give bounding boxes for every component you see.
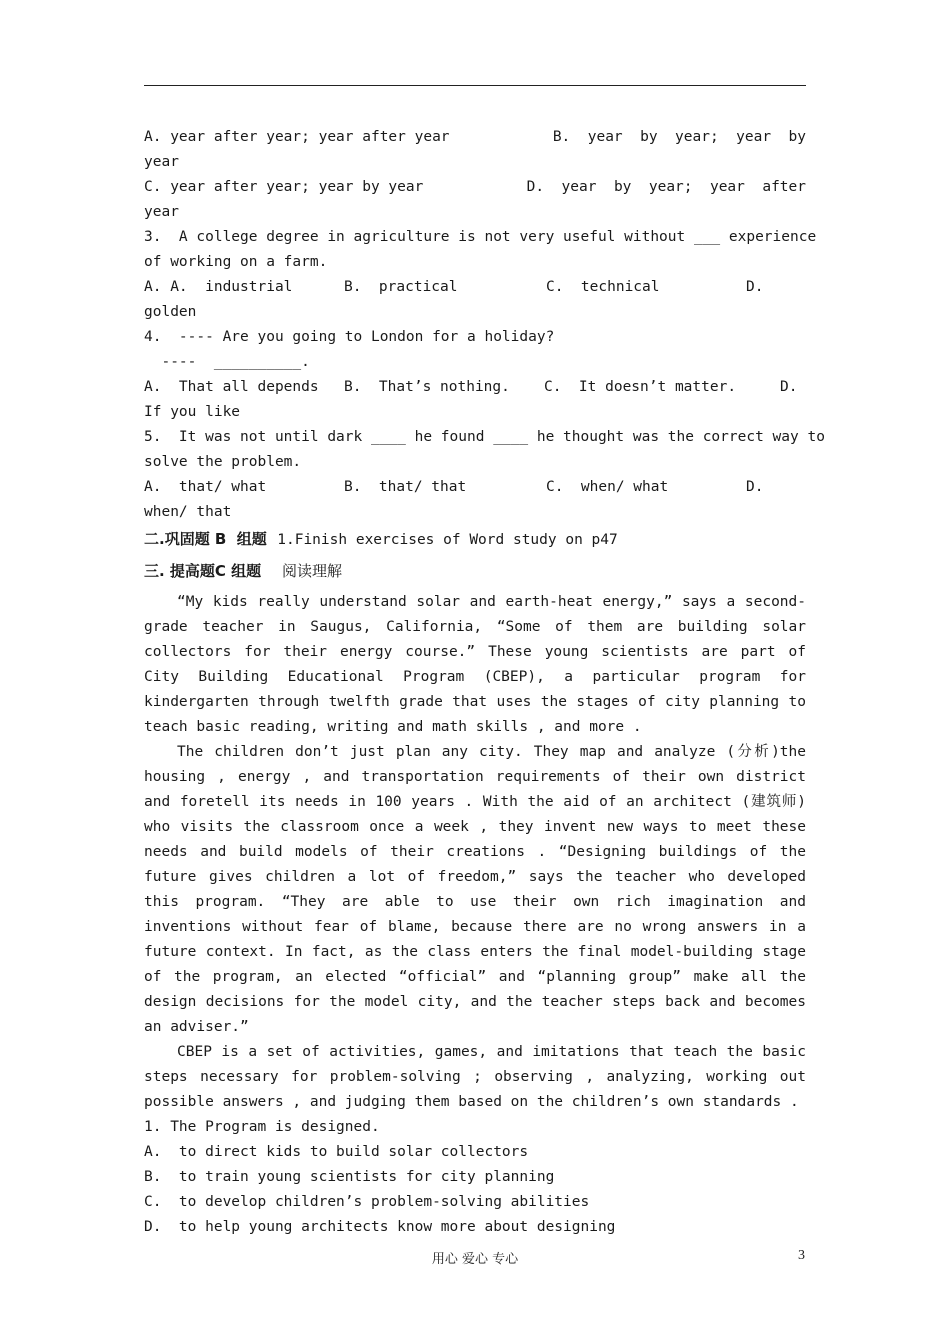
q2-option-c: C. year after year; year by year xyxy=(144,179,424,195)
section-3-label: 三. 提高题C 组题 xyxy=(144,562,262,580)
q2-options-row-1 xyxy=(144,125,806,150)
reading-q1-option-a: A. to direct kids to build solar collectors xyxy=(144,1144,529,1160)
q5-options-row xyxy=(144,475,806,500)
q5-option-d: D. xyxy=(746,479,764,495)
q2-option-d-wrap: year xyxy=(144,204,179,220)
section-2-text: 1.Finish exercises of Word study on p47 xyxy=(277,532,618,548)
q3-stem-line-2: of working on a farm. xyxy=(144,254,328,270)
header-rule xyxy=(144,85,806,86)
q5-stem-line-1: 5. It was not until dark ____ he found ____ he thought was the correct way to xyxy=(144,429,825,445)
q4-stem-line-2: ---- __________. xyxy=(144,354,310,370)
q2-option-d: D. year by year; year after xyxy=(526,179,806,195)
q4-option-b: B. That’s nothing. xyxy=(344,379,510,395)
q5-option-d-wrap: when/ that xyxy=(144,504,232,520)
reading-q1-option-b: B. to train young scientists for city planning xyxy=(144,1169,555,1185)
q3-option-c: C. technical xyxy=(546,279,660,295)
q3-options-row xyxy=(144,275,806,300)
page-body xyxy=(144,125,825,1240)
q5-option-c: C. when/ what xyxy=(546,479,669,495)
q3-option-a: A. A. industrial xyxy=(144,279,293,295)
section-2-label: 二.巩固题 B 组题 xyxy=(144,530,267,548)
q2-option-b: B. year by year; year by xyxy=(552,129,806,145)
q2-option-a: A. year after year; year after year xyxy=(144,129,450,145)
reading-q1-option-c: C. to develop children’s problem-solving abilities xyxy=(144,1194,590,1210)
q4-option-d: D. xyxy=(780,379,798,395)
q3-option-b: B. practical xyxy=(344,279,458,295)
passage-paragraph-1: “My kids really understand solar and earth-heat energy,” says a second-grade teacher in Saugus, California, “Some of them are building solar collectors for their energy course.” These young scientists are part of City Building Educational Program (CBEP), a particular program for kindergarten through twelfth grade that uses the stages of city planning to teach basic reading, writing and math skills , and more . xyxy=(144,594,806,735)
q5-option-b: B. that/ that xyxy=(344,479,467,495)
q4-stem-line-1: 4. ---- Are you going to London for a holiday? xyxy=(144,329,555,345)
q3-option-d: D. xyxy=(746,279,764,295)
passage-paragraph-3: CBEP is a set of activities, games, and imitations that teach the basic steps necessary for problem-solving ; observing , analyzing, working out possible answers , and judging them based on the children’s own standards . xyxy=(144,1044,806,1110)
q5-option-a: A. that/ what xyxy=(144,479,267,495)
reading-q1-stem: 1. The Program is designed. xyxy=(144,1119,380,1135)
footer-motto: 用心 爱心 专心 xyxy=(431,1252,519,1267)
q3-option-d-wrap: golden xyxy=(144,304,197,320)
passage-paragraph-2: The children don’t just plan any city. They map and analyze (分析)the housing , energy , and transportation requirements of their own district and foretell its needs in 100 years . With the aid of an architect (建筑师) who visits the classroom once a week , they invent new ways to meet these needs and build models of their creations . “Designing buildings of the future gives children a lot of freedom,” says the teacher who developed this program. “They are able to use their own rich imagination and inventions without fear of blame, because there are no wrong answers in a future context. In fact, as the class enters the final model-building stage of the program, an elected “official” and “planning group” make all the design decisions for the model city, and the teacher steps back and becomes an adviser.” xyxy=(144,744,806,1035)
section-2-heading xyxy=(144,527,806,553)
q3-stem-line-1: 3. A college degree in agriculture is not very useful without ___ experience xyxy=(144,229,817,245)
page-number: 3 xyxy=(798,1248,805,1263)
q5-stem-line-2: solve the problem. xyxy=(144,454,302,470)
q4-options-row xyxy=(144,375,806,400)
section-3-heading xyxy=(144,559,806,584)
q4-option-d-wrap: If you like xyxy=(144,404,241,420)
reading-q1-option-d: D. to help young architects know more about designing xyxy=(144,1219,616,1235)
q2-option-b-wrap: year xyxy=(144,154,179,170)
section-3-text: 阅读理解 xyxy=(282,562,343,580)
q2-options-row-2 xyxy=(144,175,806,200)
q4-option-a: A. That all depends xyxy=(144,379,319,395)
q4-option-c: C. It doesn’t matter. xyxy=(544,379,737,395)
